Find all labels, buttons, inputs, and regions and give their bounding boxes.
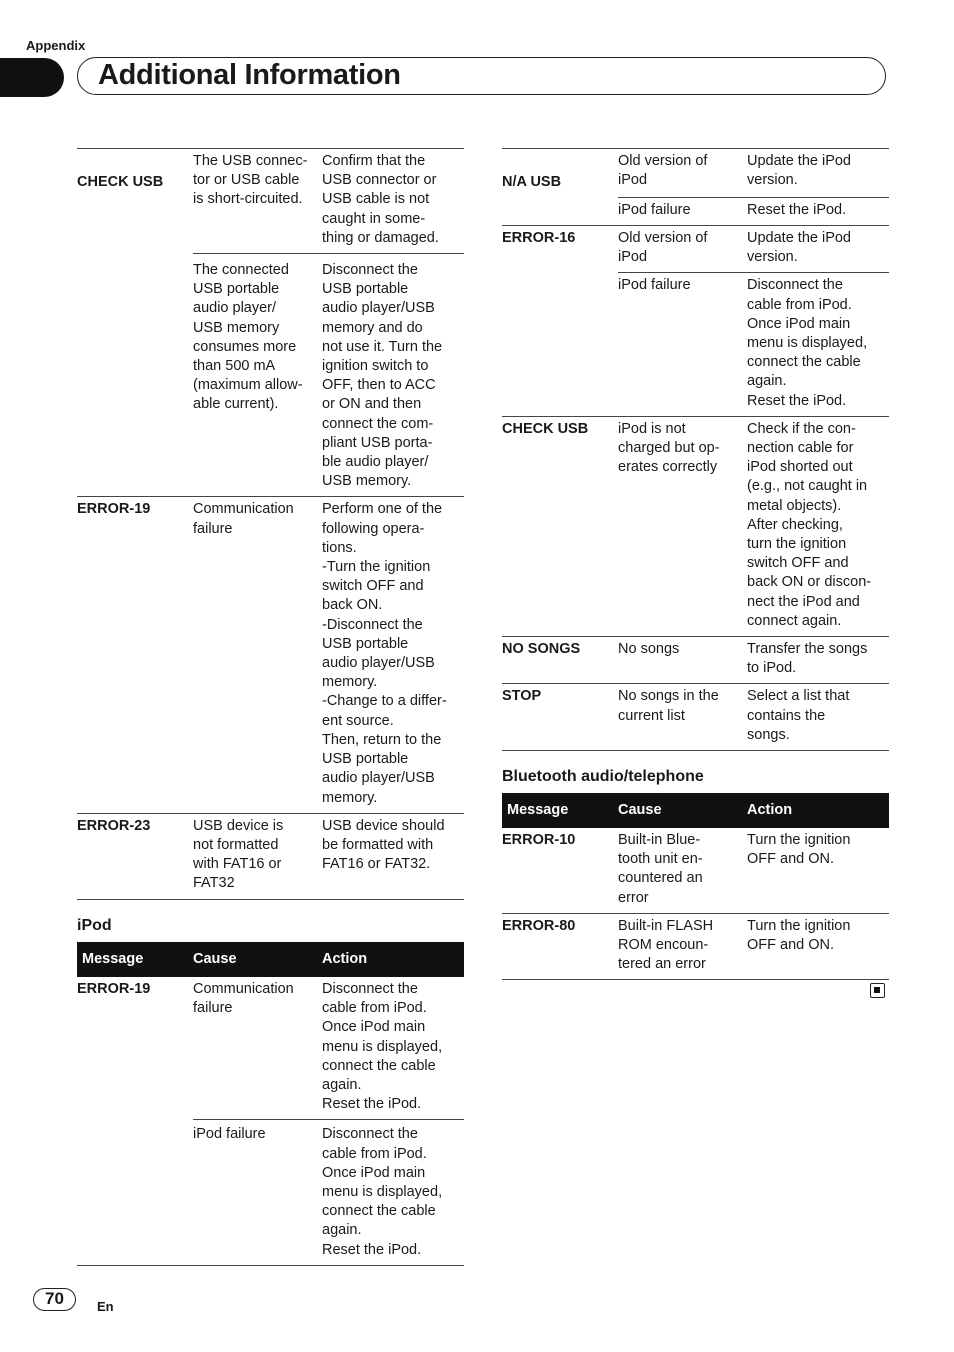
cause-cell: Built-in FLASH ROM encoun- tered an error bbox=[618, 913, 747, 980]
ipod-error-table-continued bbox=[502, 148, 889, 751]
table-row bbox=[502, 149, 889, 198]
message-cell: CHECK USB bbox=[77, 174, 164, 190]
table-row bbox=[502, 197, 889, 225]
cause-cell: No songs bbox=[618, 636, 747, 683]
table-row bbox=[502, 636, 889, 683]
table-row bbox=[502, 225, 889, 272]
message-cell bbox=[502, 273, 618, 416]
action-cell: Disconnect the cable from iPod. Once iPod main menu is displayed, connect the cable again. Reset the iPod. bbox=[747, 273, 889, 416]
action-cell: USB device should be formatted with FAT16 or FAT32. bbox=[322, 813, 464, 899]
action-cell: Turn the ignition OFF and ON. bbox=[747, 832, 851, 868]
message-cell: STOP bbox=[502, 684, 618, 751]
action-cell: Disconnect the USB portable audio player/USB memory and do not use it. Turn the ignition switch to OFF, then to ACC or ON and then connect the com- pliant USB porta- ble audio player/ USB memory. bbox=[322, 254, 464, 497]
message-cell bbox=[77, 254, 193, 497]
message-cell bbox=[77, 1120, 193, 1265]
table-row bbox=[502, 828, 889, 913]
column-header-message: Message bbox=[502, 793, 618, 828]
cause-cell: Old version of iPod bbox=[618, 153, 708, 189]
page-title: Additional Information bbox=[98, 59, 401, 91]
cause-cell: Communication failure bbox=[193, 981, 294, 1017]
cause-cell: The USB connec- tor or USB cable is short-circuited. bbox=[193, 153, 308, 208]
table-row bbox=[77, 497, 464, 813]
table-row bbox=[77, 977, 464, 1120]
action-cell: Disconnect the cable from iPod. Once iPod main menu is displayed, connect the cable again. Reset the iPod. bbox=[322, 981, 443, 1113]
language-label: En bbox=[97, 1299, 114, 1314]
section-tab-marker bbox=[0, 58, 64, 97]
cause-cell: iPod failure bbox=[618, 273, 747, 416]
action-cell: Select a list that contains the songs. bbox=[747, 684, 889, 751]
cause-cell: iPod failure bbox=[618, 197, 747, 225]
cause-cell: The connected USB portable audio player/ USB memory consumes more than 500 mA (maximum allow- able current). bbox=[193, 254, 322, 497]
message-cell: ERROR-23 bbox=[77, 813, 193, 899]
bluetooth-error-table bbox=[502, 793, 889, 980]
ipod-error-table bbox=[77, 942, 464, 1266]
action-cell: Check if the con- nection cable for iPod shorted out (e.g., not caught in metal objects). After checking, turn the ignition switch OFF and back ON or discon- nect the iPod and connect again. bbox=[747, 416, 889, 636]
bluetooth-section-heading: Bluetooth audio/telephone bbox=[502, 768, 704, 785]
right-column bbox=[502, 148, 889, 973]
table-row bbox=[502, 913, 889, 980]
title-banner bbox=[77, 57, 886, 95]
table-header-row bbox=[77, 942, 464, 977]
cause-cell: USB device is not formatted with FAT16 or FAT32 bbox=[193, 813, 322, 899]
column-header-message: Message bbox=[77, 942, 193, 977]
left-column bbox=[77, 148, 464, 1258]
table-row bbox=[77, 813, 464, 899]
message-cell: ERROR-19 bbox=[77, 497, 193, 813]
action-cell: Perform one of the following opera- tions. -Turn the ignition switch OFF and back ON. -Disconnect the USB portable audio player/USB memory. -Change to a differ- ent source. Then, return to the USB portable audio player/USB memory. bbox=[322, 497, 464, 813]
message-cell: N/A USB bbox=[502, 174, 562, 190]
cause-cell: No songs in the current list bbox=[618, 684, 747, 751]
table-row bbox=[502, 416, 889, 636]
table-row bbox=[502, 273, 889, 416]
cause-cell: iPod is not charged but op- erates correctly bbox=[618, 416, 747, 636]
end-of-section-icon bbox=[870, 983, 885, 998]
cause-cell: Old version of iPod bbox=[618, 225, 747, 272]
action-cell: Disconnect the cable from iPod. Once iPod main menu is displayed, connect the cable again. Reset the iPod. bbox=[322, 1120, 464, 1265]
action-cell: Update the iPod version. bbox=[747, 225, 889, 272]
usb-error-table bbox=[77, 148, 464, 900]
column-header-action: Action bbox=[322, 942, 464, 977]
appendix-label: Appendix bbox=[26, 38, 86, 53]
message-cell: ERROR-80 bbox=[502, 913, 618, 980]
message-cell: CHECK USB bbox=[502, 416, 618, 636]
action-cell: Confirm that the USB connector or USB cable is not caught in some- thing or damaged. bbox=[322, 153, 439, 246]
message-cell bbox=[502, 197, 618, 225]
cause-cell: iPod failure bbox=[193, 1120, 322, 1265]
table-row bbox=[77, 149, 464, 254]
action-cell: Update the iPod version. bbox=[747, 153, 851, 189]
table-row bbox=[77, 1120, 464, 1265]
table-row bbox=[502, 684, 889, 751]
action-cell: Reset the iPod. bbox=[747, 197, 889, 225]
column-header-action: Action bbox=[747, 793, 889, 828]
cause-cell: Communication failure bbox=[193, 497, 322, 813]
page-number: 70 bbox=[33, 1288, 76, 1311]
table-row bbox=[77, 254, 464, 497]
column-header-cause: Cause bbox=[193, 942, 322, 977]
message-cell: NO SONGS bbox=[502, 636, 618, 683]
message-cell: ERROR-10 bbox=[502, 832, 576, 848]
message-cell: ERROR-16 bbox=[502, 225, 618, 272]
message-cell: ERROR-19 bbox=[77, 981, 151, 997]
table-header-row bbox=[502, 793, 889, 828]
action-cell: Transfer the songs to iPod. bbox=[747, 636, 889, 683]
column-header-cause: Cause bbox=[618, 793, 747, 828]
action-cell: Turn the ignition OFF and ON. bbox=[747, 913, 889, 980]
ipod-section-heading: iPod bbox=[77, 917, 112, 934]
cause-cell: Built-in Blue- tooth unit en- countered an error bbox=[618, 832, 703, 906]
